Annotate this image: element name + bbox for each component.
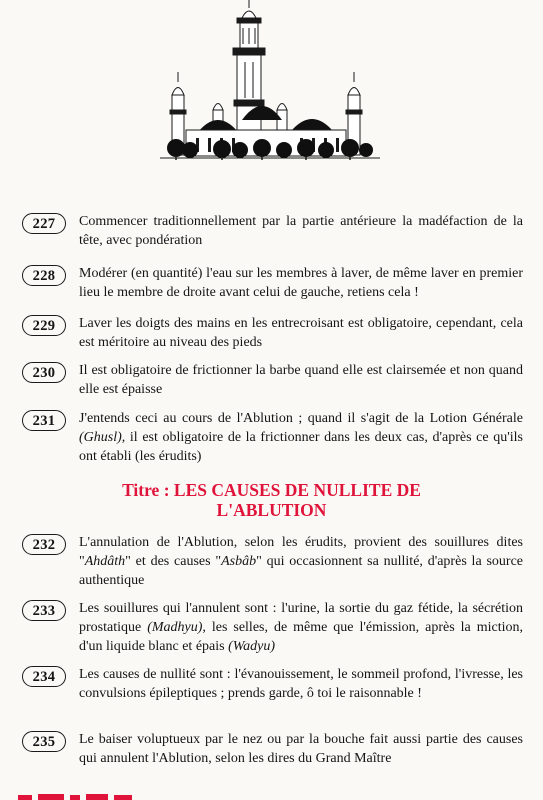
verse-number-badge: 235 [22,731,66,752]
verse-234 [22,665,523,703]
verse-text: Laver les doigts des mains en les entrecroisant est obligatoire, cependant, cela est méritoire au niveau des pieds [79,316,523,350]
verse-number-badge: 232 [22,534,66,555]
verse-number-badge: 233 [22,600,66,621]
verse-233 [22,599,523,656]
verse-text: Les souillures qui l'annulent sont : l'urine, la sortie du gaz fétide, la sécrétion prostatique (Madhyu), les selles, de même que l'émission, après la miction, d'un liquide blanc et épais (Wadyu) [79,601,523,654]
verse-text: Les causes de nullité sont : l'évanouissement, le sommeil profond, l'ivresse, les convulsions épileptiques ; prends garde, ô toi le raisonnable ! [79,667,523,701]
verse-number-badge: 228 [22,265,66,286]
verse-231 [22,409,523,466]
verse-number-badge: 230 [22,362,66,383]
section-title [0,480,543,520]
verse-number-badge: 234 [22,666,66,687]
verse-number-badge: 229 [22,315,66,336]
verse-text: Commencer traditionnellement par la partie antérieure la madéfaction de la tête, avec pondération [79,214,523,248]
verse-number-badge: 231 [22,410,66,431]
mosque-illustration [0,0,543,175]
verse-232 [22,533,523,590]
verse-text: Modérer (en quantité) l'eau sur les membres à laver, de même laver en premier lieu le membre de droite avant celui de gauche, retiens cela ! [79,266,523,300]
verse-text: L'annulation de l'Ablution, selon les érudits, provient des souillures dites "Ahdâth" et des causes "Asbâb" qui occasionnent sa nullité, d'après la source authentique [79,535,523,588]
section-title-line-1: Titre : LES CAUSES DE NULLITE DE [122,480,421,500]
verse-text: Le baiser voluptueux par le nez ou par la bouche fait aussi partie des causes qui annulent l'Ablution, selon les dires du Grand Maître [79,732,523,766]
verse-number-badge: 227 [22,213,66,234]
verse-227 [22,212,523,250]
verse-text: Il est obligatoire de frictionner la barbe quand elle est clairsemée et non quand elle est épaisse [79,363,523,397]
verse-text: J'entends ceci au cours de l'Ablution ; quand il s'agit de la Lotion Générale (Ghusl), il est obligatoire de la frictionner dans les deux cas, d'après ce qu'ils ont établi (les érudits) [79,411,523,464]
verse-228 [22,264,523,302]
section-title-line-2: L'ABLUTION [216,500,327,520]
verse-235 [22,730,523,768]
verse-230 [22,361,523,399]
verse-229 [22,314,523,352]
cut-off-red-heading [0,792,543,800]
